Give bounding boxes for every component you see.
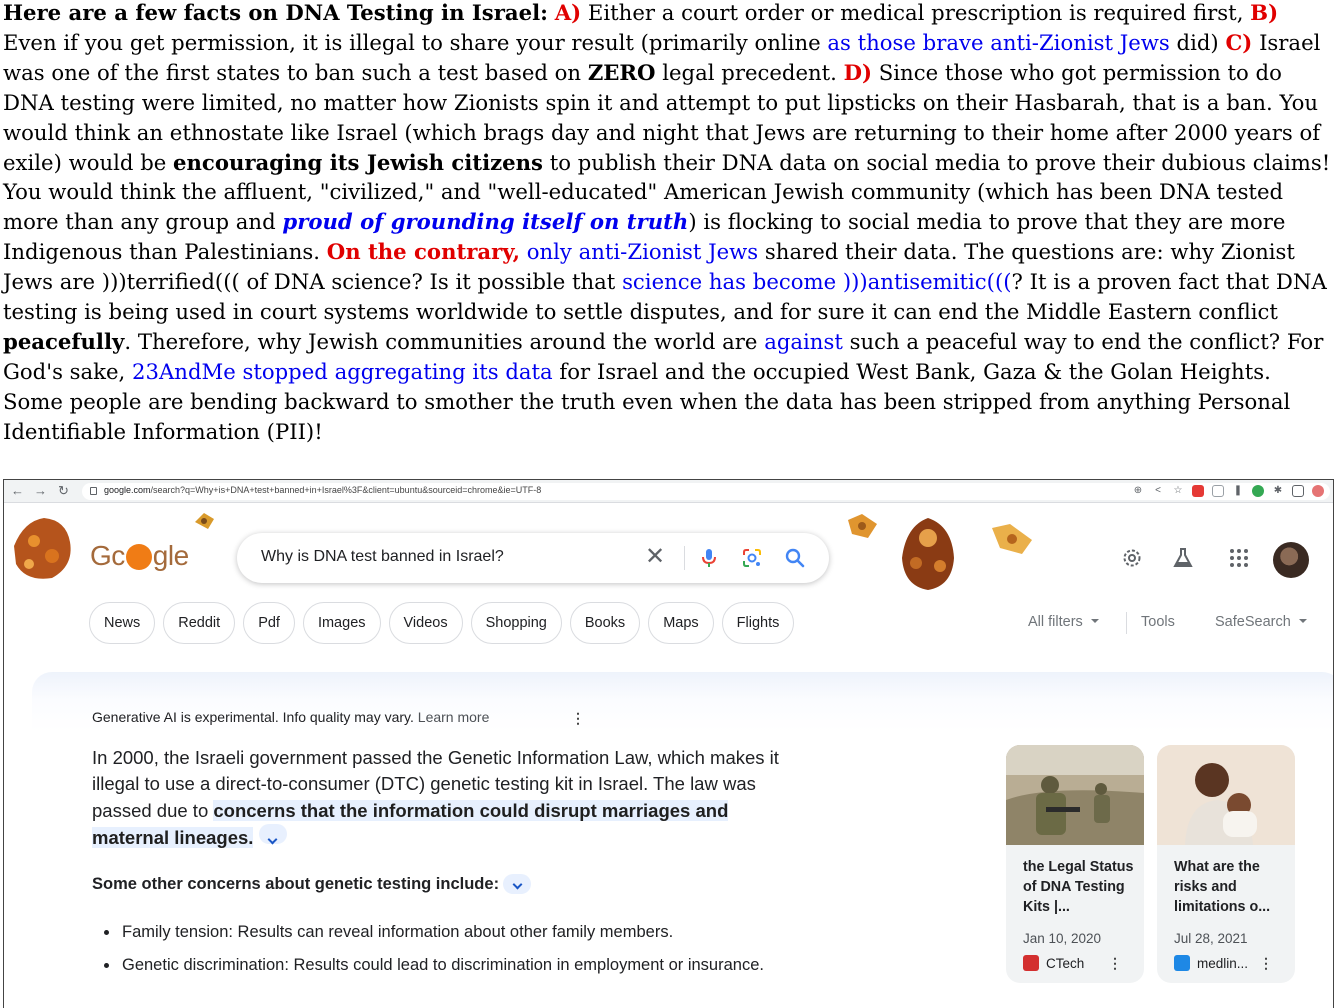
avatar[interactable] — [1273, 542, 1309, 578]
article-paragraph — [3, 0, 1336, 447]
doodle-piece-icon — [988, 520, 1036, 558]
back-icon[interactable]: ← — [11, 483, 24, 498]
learn-more-link[interactable]: Learn more — [417, 709, 490, 725]
article-text: . Therefore, why Jewish communities around the world are — [124, 328, 765, 354]
source-card[interactable] — [1157, 745, 1295, 983]
link-against[interactable]: against — [764, 328, 843, 354]
profile-icon[interactable] — [1312, 485, 1324, 497]
mother-baby-thumbnail — [1157, 745, 1295, 845]
article-text: Even if you get permission, it is illegal to share your result (primarily online — [3, 29, 828, 55]
chip-images[interactable]: Images — [303, 602, 381, 644]
emphasis-encouraging: encouraging its Jewish citizens — [173, 149, 543, 175]
card-date: Jan 10, 2020 — [1023, 931, 1102, 946]
labs-flask-icon[interactable] — [1171, 546, 1195, 570]
link-23andme[interactable]: 23AndMe stopped aggregating its data — [132, 358, 553, 384]
chip-flights[interactable]: Flights — [722, 602, 795, 644]
divider — [1126, 612, 1127, 634]
card-title: What are the risks and limitations o... — [1174, 859, 1271, 915]
article-text: Since those who got permission to do DNA testing were limited, no matter how Zionists spin it and attempt to put lipsticks on their Hasbarah, that is a ban. You would think an ethnostate like Israel (which brags day and night that Jews are returning to their home after 2000 years of exile) would be — [3, 59, 1321, 175]
browser-toolbar — [4, 480, 1333, 503]
bookmark-star-icon[interactable]: ☆ — [1173, 485, 1183, 496]
google-logo[interactable]: Gc gle — [90, 540, 189, 571]
chip-shopping[interactable]: Shopping — [471, 602, 562, 644]
lock-icon — [90, 487, 97, 495]
answer-text: In 2000, the Israeli government passed the Genetic Information Law, which makes it illegal to use a direct-to-consumer (DTC) genetic testing kit in Israel. The law was passed due to — [92, 747, 779, 821]
search-screenshot — [3, 479, 1334, 1008]
source-card[interactable] — [1006, 745, 1144, 983]
microphone-icon[interactable] — [697, 546, 721, 570]
doodle-puzzle-icon — [4, 506, 79, 586]
chip-books[interactable]: Books — [570, 602, 640, 644]
emphasis-on-the-contrary: On the contrary, — [326, 239, 520, 265]
link-science-antisemitic[interactable]: science has become )))antisemitic((( — [622, 269, 1012, 295]
answer-highlight: concerns that the information could disrupt marriages and maternal lineages. — [92, 799, 729, 848]
medlineplus-favicon-icon — [1174, 955, 1190, 971]
forward-icon[interactable]: → — [34, 483, 47, 498]
search-box[interactable] — [237, 533, 829, 583]
clear-icon[interactable]: ✕ — [645, 543, 666, 570]
article-text: Israel was one of the first states to ban such a test based on — [3, 29, 1321, 85]
expand-chevron-icon[interactable] — [259, 824, 287, 844]
ctech-favicon-icon — [1023, 955, 1039, 971]
list-item: Genetic discrimination: Results could lead to discrimination in employment or insurance. — [102, 953, 782, 978]
emphasis-zero: ZERO — [587, 59, 656, 85]
dropdown-caret-icon — [1091, 619, 1099, 623]
extension-icon[interactable]: ❚ — [1233, 485, 1243, 496]
settings-gear-icon[interactable] — [1120, 546, 1144, 570]
extension-icon[interactable] — [1192, 485, 1204, 497]
url-text: google.com/search?q=Why+is+DNA+test+banned+in+Israel%3F&client=ubuntu&sourceid=chrome&ie=UTF-8 — [104, 485, 542, 495]
share-icon[interactable]: < — [1155, 485, 1161, 496]
article-text: shared their data. The questions are: why Zionist Jews are )))terrified((( of DNA science? Is it possible that — [3, 239, 1295, 295]
more-options-icon[interactable]: ⋮ — [571, 710, 585, 726]
link-proud-of-truth[interactable]: proud of grounding itself on truth — [282, 209, 689, 235]
reader-icon[interactable] — [1212, 485, 1224, 497]
article-text: legal precedent. — [655, 59, 844, 85]
search-input[interactable]: Why is DNA test banned in Israel? — [261, 548, 504, 565]
address-bar[interactable] — [82, 483, 1330, 500]
chip-news[interactable]: News — [89, 602, 155, 644]
card-title: the Legal Status of DNA Testing Kits |... — [1023, 859, 1134, 915]
article-text: to publish their DNA data on social media to prove their dubious claims! You would think the affluent, "civilized," and "well-educated" American Jewish community (which has been DNA tested more than any group and — [3, 149, 1331, 235]
search-filter-chips — [89, 602, 794, 644]
doodle-figure-icon — [892, 508, 964, 592]
article-text: for Israel and the occupied West Bank, Gaza & the Golan Heights. Some people are bending backward to smother the truth even when the data has been stripped from anything Personal Identifiable Information (PII)! — [3, 358, 1291, 444]
card-date: Jul 28, 2021 — [1174, 931, 1248, 946]
card-source: CTech — [1023, 955, 1084, 971]
fact-label-c: C) — [1225, 29, 1253, 55]
ai-answer — [92, 745, 792, 851]
link-only-anti-zionist-jews[interactable]: only anti-Zionist Jews — [526, 239, 759, 265]
doodle-piece-icon — [192, 510, 218, 532]
list-item: Family tension: Results can reveal information about other family members. — [102, 920, 782, 945]
ai-disclaimer: Generative AI is experimental. Info quality may vary. Learn more — [92, 709, 490, 725]
expand-chevron-icon[interactable] — [503, 874, 531, 894]
dropdown-caret-icon — [1299, 619, 1307, 623]
more-options-icon[interactable]: ⋮ — [1108, 955, 1122, 971]
chip-videos[interactable]: Videos — [389, 602, 463, 644]
other-concerns-heading: Some other concerns about genetic testing include: — [92, 874, 531, 894]
chip-pdf[interactable]: Pdf — [243, 602, 295, 644]
google-lens-icon[interactable] — [740, 546, 764, 570]
chip-maps[interactable]: Maps — [648, 602, 713, 644]
puzzle-icon[interactable]: ✱ — [1273, 485, 1283, 496]
fact-label-b: B) — [1250, 0, 1279, 25]
concerns-list — [102, 920, 782, 985]
article-heading: Here are a few facts on DNA Testing in Israel: — [3, 0, 548, 25]
all-filters-dropdown[interactable]: All filters — [1028, 614, 1099, 630]
emphasis-peacefully: peacefully — [3, 328, 125, 354]
more-options-icon[interactable]: ⋮ — [1259, 955, 1273, 971]
article-text: ) is flocking to social media to prove that they are more Indigenous than Palestinians. — [3, 209, 1286, 265]
card-source: medlin... — [1174, 955, 1248, 971]
safesearch-dropdown[interactable]: SafeSearch — [1215, 614, 1307, 630]
article-text: did) — [1169, 29, 1226, 55]
doodle-o-icon — [126, 544, 152, 570]
article-text: such a peaceful way to end the conflict? For God's sake, — [3, 328, 1324, 384]
search-icon[interactable] — [783, 546, 807, 570]
tools-button[interactable]: Tools — [1141, 614, 1175, 630]
link-anti-zionist-jews[interactable]: as those brave anti-Zionist Jews — [827, 29, 1170, 55]
extension-icon[interactable] — [1252, 485, 1264, 497]
apps-grid-icon[interactable] — [1227, 546, 1251, 570]
doodle-piece-icon — [844, 510, 882, 542]
sidepanel-icon[interactable] — [1292, 485, 1304, 497]
article-text: ? It is a proven fact that DNA testing is being used in court systems worldwide to settle disputes, and for sure it can end the Middle Eastern conflict — [3, 269, 1327, 325]
chip-reddit[interactable]: Reddit — [163, 602, 235, 644]
fact-label-d: D) — [843, 59, 873, 85]
reload-icon[interactable]: ↻ — [58, 483, 69, 498]
article-text: Either a court order or medical prescription is required first, — [581, 0, 1251, 25]
soldiers-thumbnail — [1006, 745, 1144, 845]
fact-label-a: A) — [554, 0, 582, 25]
zoom-icon[interactable]: ⊕ — [1133, 485, 1143, 496]
divider — [684, 546, 685, 570]
